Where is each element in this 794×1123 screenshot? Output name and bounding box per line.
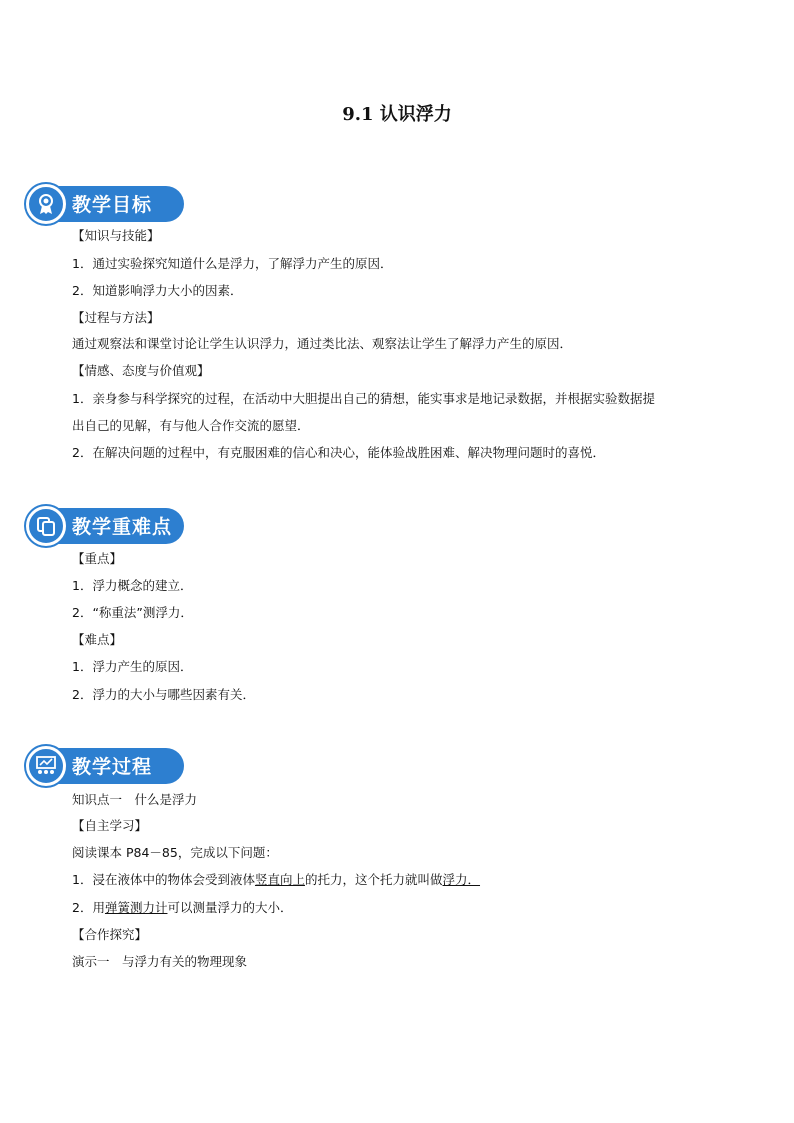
text-line: [72, 872, 480, 888]
subheading: 【合作探究】: [72, 927, 148, 942]
text-line: 出自己的见解，有与他人合作交流的愿望．: [72, 418, 310, 433]
presentation-chart-icon: [26, 746, 66, 786]
text-span: 1．浸在液体中的物体会受到液体: [72, 872, 255, 887]
document-stack-icon: [26, 506, 66, 546]
badge-label: 教学重难点: [72, 516, 173, 538]
answer-underlined: 弹簧测力计: [104, 900, 168, 915]
section-badge-goals: [26, 184, 186, 224]
text-line: 1．浮力概念的建立．: [72, 578, 193, 593]
text-line: 1．亲身参与科学探究的过程，在活动中大胆提出自己的猜想，能实事求是地记录数据，并根据实验数据提: [72, 391, 655, 406]
section-badge-keypoints: [26, 506, 186, 546]
section-badge-process: [26, 746, 186, 786]
text-line: 2．知道影响浮力大小的因素．: [72, 283, 243, 298]
badge-label: 教学过程: [72, 756, 153, 778]
text-span: 可以测量浮力的大小．: [167, 900, 293, 915]
subheading: 【知识与技能】: [72, 228, 160, 243]
text-line: 1．通过实验探究知道什么是浮力，了解浮力产生的原因．: [72, 256, 393, 271]
text-line: 1．浮力产生的原因．: [72, 659, 193, 674]
subheading: 【自主学习】: [72, 818, 148, 833]
subheading: 【过程与方法】: [72, 310, 160, 325]
text-line: 2．浮力的大小与哪些因素有关．: [72, 687, 255, 702]
text-span: 的托力，这个托力就叫做: [304, 872, 443, 887]
text-line: 2．在解决问题的过程中，有克服困难的信心和决心，能体验战胜困难、解决物理问题时的喜悦．: [72, 445, 605, 460]
text-line: 演示一 与浮力有关的物理现象: [72, 954, 248, 969]
text-line: 2．“称重法”测浮力．: [72, 605, 193, 620]
subheading: 【情感、态度与价值观】: [72, 363, 210, 378]
badge-label: 教学目标: [72, 194, 153, 216]
text-line: [72, 900, 292, 916]
subheading: 【重点】: [72, 551, 123, 566]
answer-underlined: 浮力．: [442, 872, 481, 887]
subheading: 【难点】: [72, 632, 123, 647]
page-title: 9.1 认识浮力: [342, 104, 452, 125]
text-line: 通过观察法和课堂讨论让学生认识浮力，通过类比法、观察法让学生了解浮力产生的原因．: [72, 336, 573, 351]
text-line: 阅读课本 P84－85，完成以下问题：: [72, 845, 278, 860]
answer-underlined: 竖直向上: [254, 872, 305, 887]
text-line: 知识点一 什么是浮力: [72, 792, 198, 807]
text-span: 2．用: [72, 900, 105, 915]
award-ribbon-icon: [26, 184, 66, 224]
